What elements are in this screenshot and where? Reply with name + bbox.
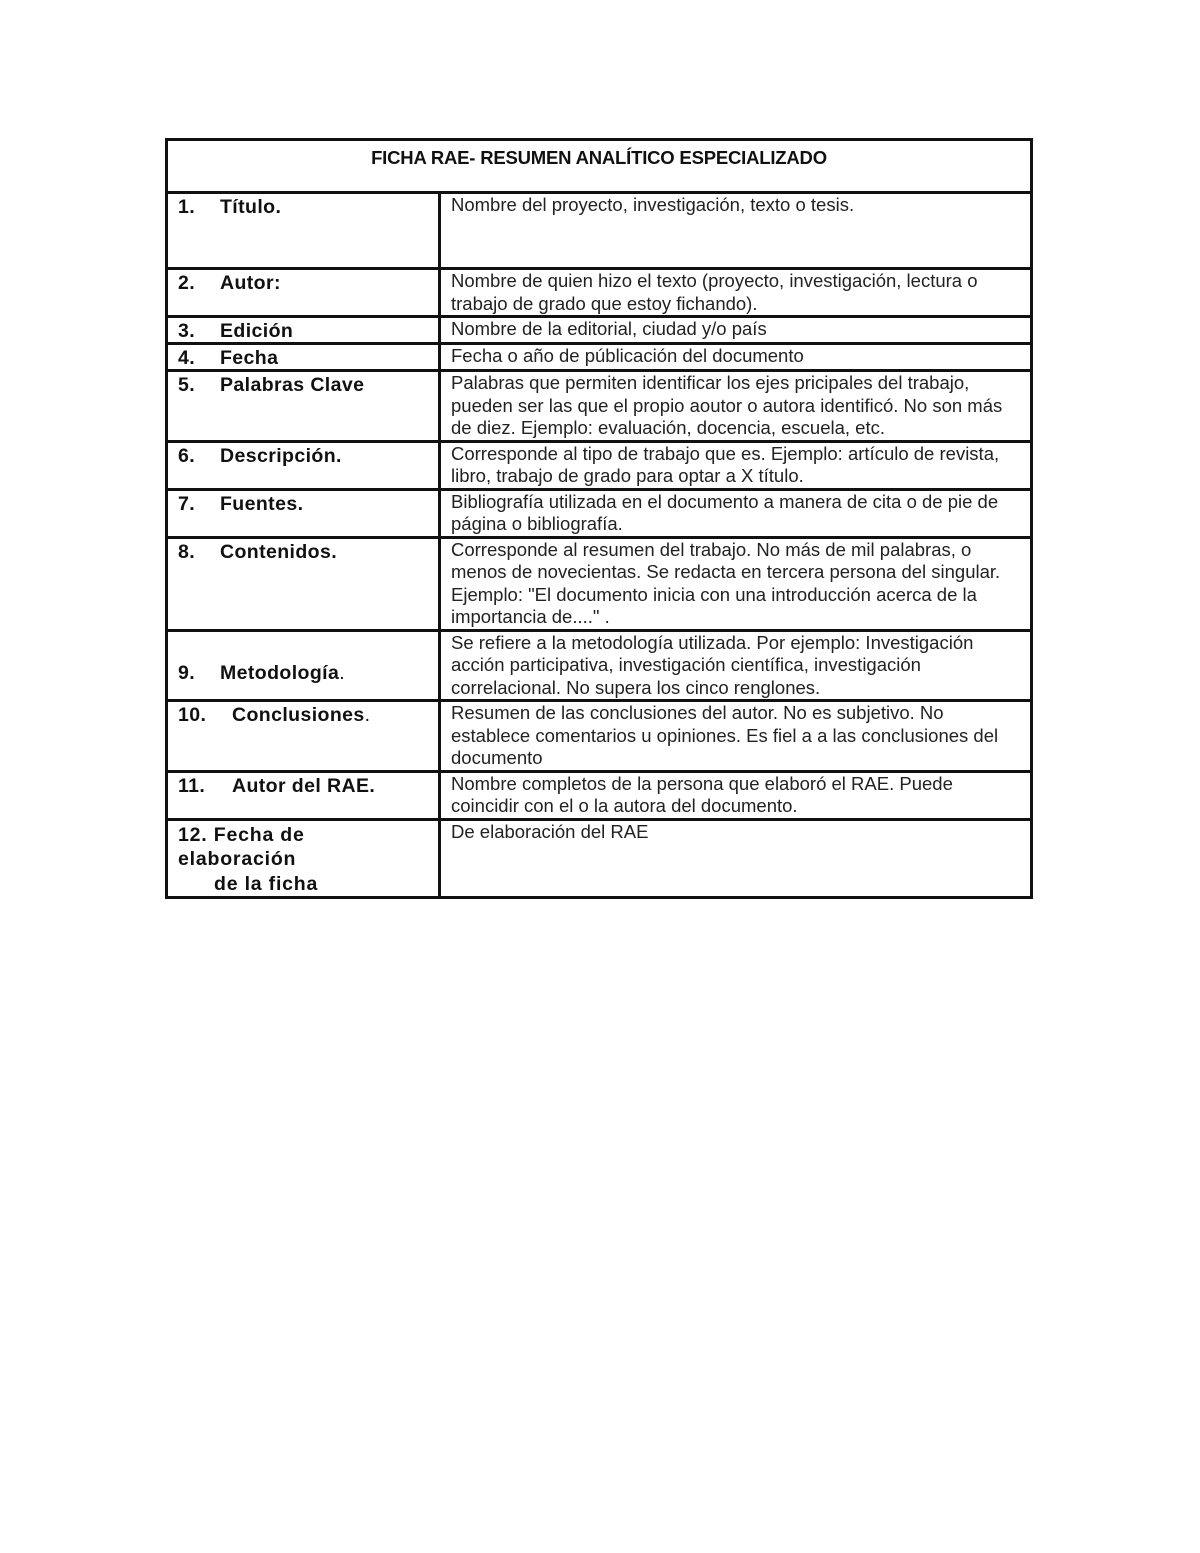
row-label-line-2: elaboración [178, 848, 297, 870]
row-label-autor [167, 269, 440, 317]
row-value-descripcion: Corresponde al tipo de trabajo que es. Ejemplo: artículo de revista, libro, trabajo de grado para optar a X título. [440, 441, 1032, 489]
table-row [167, 441, 1032, 489]
row-number: 12. [178, 823, 208, 846]
row-label: Título. [220, 196, 282, 218]
row-value-fecha: Fecha o año de públicación del documento [440, 344, 1032, 371]
row-number: 1. [178, 196, 196, 218]
row-label-descripcion [167, 441, 440, 489]
row-value-contenidos: Corresponde al resumen del trabajo. No más de mil palabras, o menos de novecientas. Se redacta en tercera persona del singular. Ejemplo: "El documento inicia con una introducción acerca de la importancia de...." . [440, 537, 1032, 630]
row-label: Autor del RAE. [232, 774, 376, 797]
row-label-contenidos [167, 537, 440, 630]
row-number: 3. [178, 320, 196, 342]
row-label: Edición [220, 320, 294, 342]
table-row [167, 819, 1032, 898]
row-label-line-3: de la ficha [214, 872, 319, 895]
row-value-fuentes: Bibliografía utilizada en el documento a manera de cita o de pie de página o bibliografía. [440, 489, 1032, 537]
row-value-fecha-elaboracion: De elaboración del RAE [440, 819, 1032, 898]
row-label-fuentes [167, 489, 440, 537]
row-value-palabras-clave: Palabras que permiten identificar los ejes pricipales del trabajo, pueden ser las que el propio aoutor o autora identificó. No son más de diez. Ejemplo: evaluación, docencia, escuela, etc. [440, 371, 1032, 442]
table-row [167, 269, 1032, 317]
table-row [167, 344, 1032, 371]
table-row [167, 630, 1032, 701]
row-value-conclusiones: Resumen de las conclusiones del autor. No es subjetivo. No establece comentarios u opiniones. Es fiel a a las conclusiones del documento [440, 701, 1032, 772]
row-number: 8. [178, 540, 196, 563]
row-label-edicion [167, 317, 440, 344]
row-value-titulo: Nombre del proyecto, investigación, texto o tesis. [440, 193, 1032, 269]
table-row [167, 701, 1032, 772]
row-number: 11. [178, 774, 206, 797]
row-label: Fuentes. [220, 492, 304, 515]
row-label: Contenidos. [220, 540, 338, 563]
table-header-row [167, 140, 1032, 193]
row-value-autor-rae: Nombre completos de la persona que elaboró el RAE. Puede coincidir con el o la autora del documento. [440, 771, 1032, 819]
row-label-suffix: . [339, 661, 346, 684]
row-number: 6. [178, 444, 196, 467]
table-row [167, 193, 1032, 269]
row-label-wrapper [178, 634, 432, 684]
row-label: Descripción. [220, 444, 342, 467]
table-row [167, 537, 1032, 630]
row-value-autor: Nombre de quien hizo el texto (proyecto, investigación, lectura o trabajo de grado que estoy fichando). [440, 269, 1032, 317]
table-row [167, 489, 1032, 537]
row-value-metodologia: Se refiere a la metodología utilizada. Por ejemplo: Investigación acción participativa, investigación científica, investigación correlacional. No supera los cinco renglones. [440, 630, 1032, 701]
row-label-titulo [167, 193, 440, 269]
row-label: Autor: [220, 272, 281, 294]
row-number: 7. [178, 492, 196, 515]
row-label: Metodología [220, 661, 340, 684]
row-label-suffix: . [364, 704, 371, 726]
table-row [167, 771, 1032, 819]
row-value-edicion: Nombre de la editorial, ciudad y/o país [440, 317, 1032, 344]
row-number: 5. [178, 374, 196, 396]
row-label-line-1: Fecha de [213, 823, 305, 846]
table-row [167, 317, 1032, 344]
row-label: Conclusiones [232, 704, 365, 726]
row-label-conclusiones [167, 701, 440, 772]
table-title: FICHA RAE- RESUMEN ANALÍTICO ESPECIALIZADO [167, 140, 1032, 193]
row-number: 4. [178, 347, 196, 369]
row-label-wrapper [178, 823, 432, 897]
row-label-fecha-elaboracion [167, 819, 440, 898]
row-label-autor-rae [167, 771, 440, 819]
row-number: 2. [178, 272, 196, 294]
table-row [167, 371, 1032, 442]
row-label-fecha [167, 344, 440, 371]
rae-table [165, 138, 1033, 899]
row-number: 10. [178, 704, 207, 726]
row-label-metodologia [167, 630, 440, 701]
row-label: Palabras Clave [220, 374, 365, 396]
row-number: 9. [178, 661, 196, 684]
row-label-palabras-clave [167, 371, 440, 442]
row-label: Fecha [220, 347, 279, 369]
